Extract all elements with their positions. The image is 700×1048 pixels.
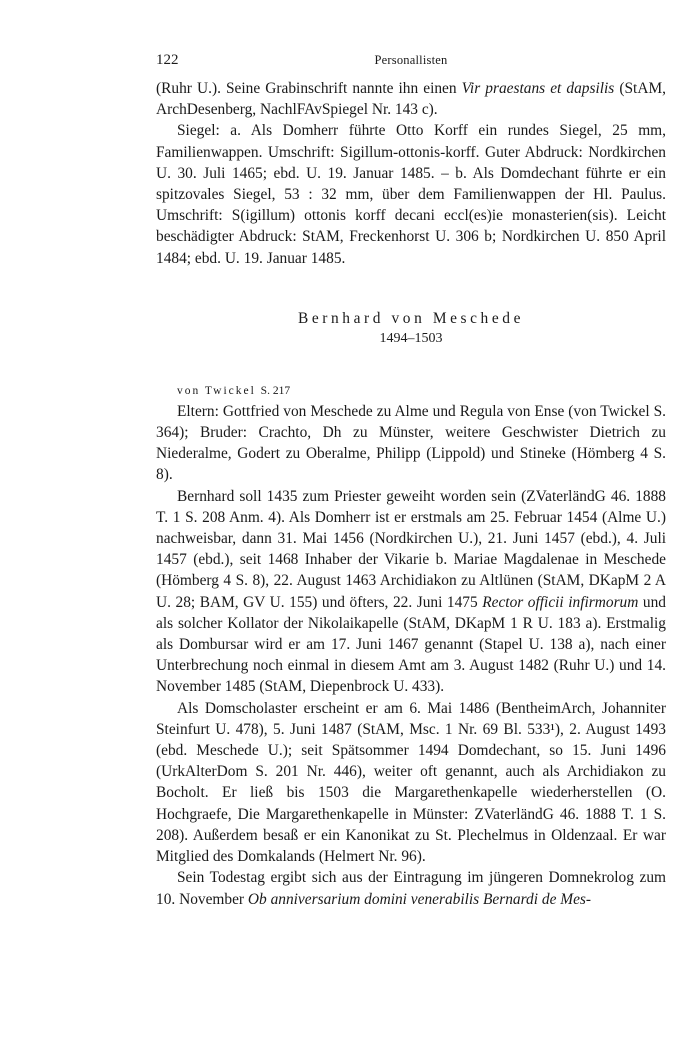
source-reference-label: von Twickel	[177, 384, 256, 397]
page-number: 122	[156, 52, 179, 68]
text-run: (StAM, ArchDesenberg, NachlFAvSpiegel Nr. 143 c).	[156, 80, 666, 119]
paragraph-grabinschrift	[156, 78, 666, 120]
section-title: Bernhard von Meschede	[297, 309, 525, 327]
paragraph-todestag	[156, 867, 666, 909]
body-text	[156, 78, 666, 910]
paragraph-priester	[156, 486, 666, 698]
paragraph-siegel: Siegel: a. Als Domherr führte Otto Korff ein rundes Siegel, 25 mm, Familienwappen. Umschrift: Sigillum-ottonis-korff. Guter Abdruck: Nordkirchen U. 30. Juli 1465; ebd. U. 19. Januar 1485. – b. Als Domdechant führte er ein spitzovales Siegel, 53 : 32 mm, über dem Familienwappen der Hl. Paulus. Umschrift: S(igillum) ottonis korff decani eccl(es)ie monasterien(sis). Leicht beschädigter Abdruck: StAM, Freckenhorst U. 306 b; Nordkirchen U. 850 April 1484; ebd. U. 19. Januar 1485.	[156, 122, 666, 267]
section-years: 1494–1503	[379, 330, 443, 346]
source-reference-page: S. 217	[260, 384, 291, 397]
latin-quote: Rector officii infirmorum	[482, 593, 639, 611]
latin-quote: Ob anniversarium domini venerabilis Bernardi de Mes-	[247, 890, 592, 908]
section-heading	[156, 308, 666, 349]
paragraph-eltern: Eltern: Gottfried von Meschede zu Alme und Regula von Ense (von Twickel S. 364); Bruder: Crachto, Dh zu Münster, weitere Geschwister Dietrich zu Niederalme, Godert zu Oberalme, Philipp (Lippold) und Stineke (Hömberg 4 S. 8).	[156, 402, 666, 484]
paragraph-domscholaster: Als Domscholaster erscheint er am 6. Mai 1486 (BentheimArch, Johanniter Steinfurt U. 478), 5. Juni 1487 (StAM, Msc. 1 Nr. 69 Bl. 533¹), 2. August 1493 (ebd. Meschede U.); seit Spätsommer 1494 Domdechant, so 15. Juni 1496 (UrkAlterDom S. 201 Nr. 446), weiter oft genannt, auch als Archidiakon zu Bocholt. Er ließ bis 1503 die Margarethenkapelle wiederherstellen (O. Hochgraefe, Die Margarethenkapelle in Münster: ZVaterländG 46. 1888 T. 1 S. 208). Außerdem besaß er ein Kanonikat zu St. Plechelmus in Oldenzaal. Er war Mitglied des Domkalands (Helmert Nr. 96).	[156, 699, 666, 866]
text-run: (Ruhr U.). Seine Grabinschrift nannte ihn einen	[156, 80, 462, 97]
source-reference	[177, 381, 666, 401]
running-head	[156, 52, 666, 72]
text-run: und als solcher Kollator der Nikolaikapelle (StAM, DKapM 1 R U. 183 a). Erstmalig als Dombursar wird er am 17. Juni 1467 genannt (Stapel U. 138 a), nach einer Unterbrechung noch einmal in diesem Amt am 3. August 1482 (Ruhr U.) und 14. November 1485 (StAM, Diepenbrock U. 433).	[156, 593, 666, 696]
text-run: Bernhard soll 1435 zum Priester geweiht worden sein (ZVaterländG 46. 1888 T. 1 S. 208 Anm. 4). Als Domherr ist er erstmals am 25. Februar 1454 (Alme U.) nachweisbar, dann 31. Mai 1456 (Nordkirchen U.), 21. Juni 1457 (ebd.), 4. Juli 1457 (ebd.), seit 1468 Inhaber der Vikarie b. Mariae Magdalenae in Meschede (Hömberg 4 S. 8), 22. August 1463 Archidiakon zu Altlünen (StAM, DKapM 2 A U. 28; BAM, GV U. 155) und öfters, 22. Juni 1475	[156, 487, 666, 611]
text-run: Sein Todestag ergibt sich aus der Eintragung im jüngeren Domnekrolog zum 10. November	[156, 869, 666, 908]
running-head-title: Personallisten	[374, 53, 448, 67]
latin-quote: Vir praestans et dapsilis	[461, 80, 615, 97]
